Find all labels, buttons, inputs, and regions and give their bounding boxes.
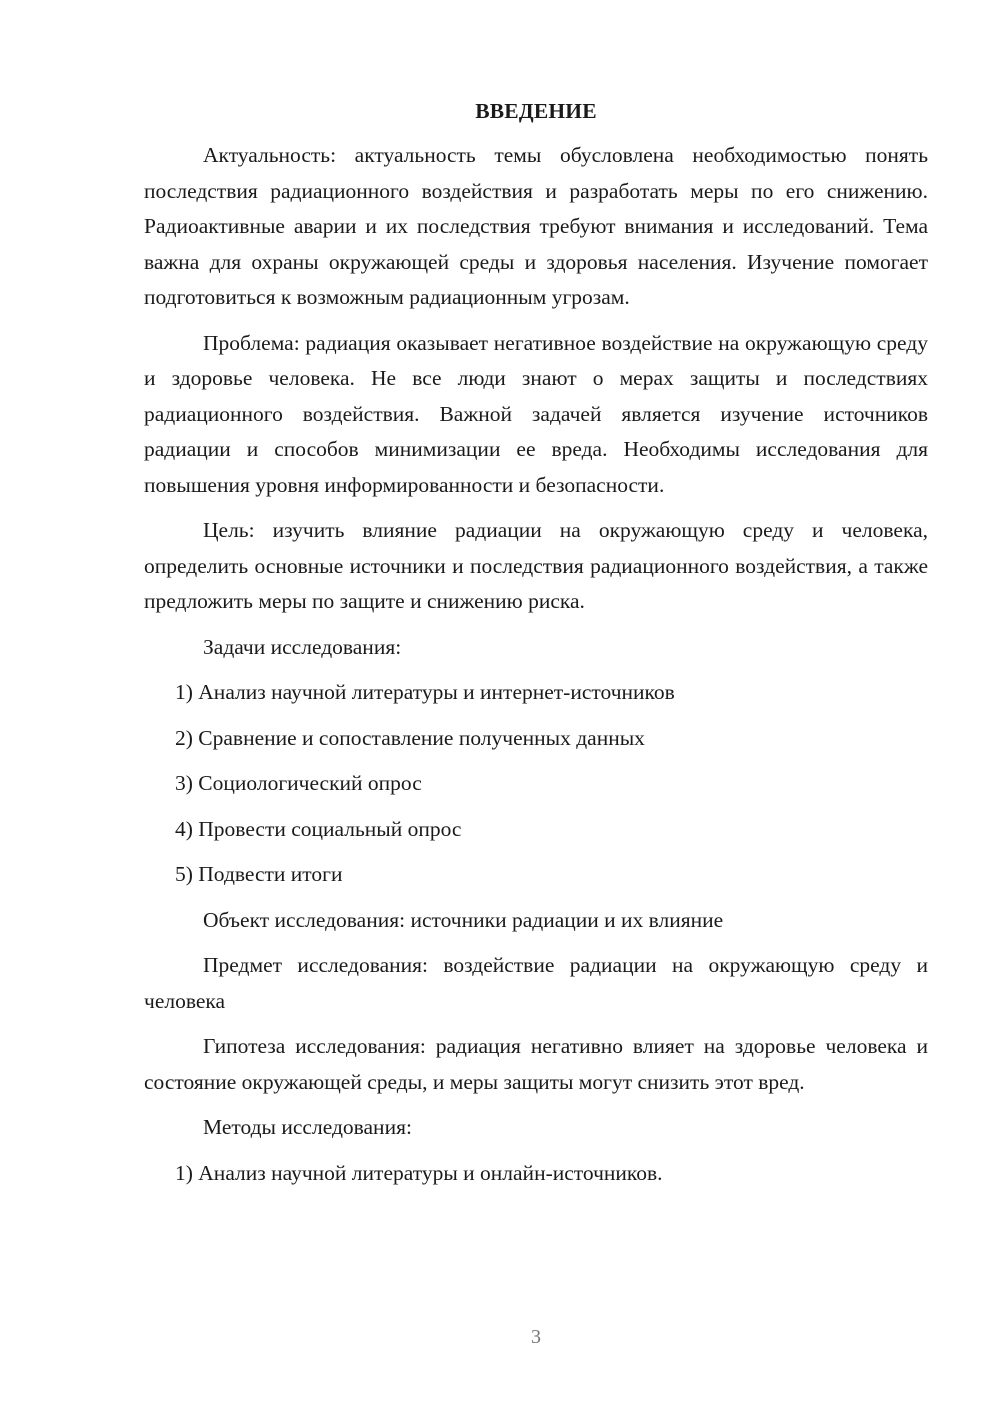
methods-heading: Методы исследования:: [203, 1115, 412, 1139]
section-title: ВВЕДЕНИЕ: [475, 99, 597, 123]
task-item-3: 3) Социологический опрос: [175, 771, 422, 795]
subject-paragraph: Предмет исследования: воздействие радиации на окружающую среду и человека: [144, 953, 928, 1013]
task-item-2: 2) Сравнение и сопоставление полученных данных: [175, 725, 645, 750]
task-item-1: 1) Анализ научной литературы и интернет-источников: [175, 680, 675, 704]
goal-paragraph: Цель: изучить влияние радиации на окружающую среду и человека, определить основные источники и последствия радиационного воздействия, а также предложить меры по защите и снижению риска.: [144, 518, 928, 613]
method-item-1: 1) Анализ научной литературы и онлайн-источников.: [175, 1160, 663, 1185]
problem-paragraph: Проблема: радиация оказывает негативное воздействие на окружающую среду и здоровье человека. Не все люди знают о мерах защиты и последствиях радиационного воздействия. Важной задачей является изучение источников радиации и способов минимизации ее вреда. Необходимы исследования для повышения уровня информированности и безопасности.: [144, 330, 928, 497]
task-item-4: 4) Провести социальный опрос: [175, 816, 462, 841]
tasks-heading: Задачи исследования:: [203, 634, 402, 659]
task-item-5: 5) Подвести итоги: [175, 862, 343, 886]
hypothesis-paragraph: Гипотеза исследования: радиация негативно влияет на здоровье человека и состояние окружающей среды, и меры защиты могут снизить этот вред.: [144, 1034, 928, 1094]
page-number: 3: [531, 1326, 541, 1348]
relevance-paragraph: Актуальность: актуальность темы обусловлена необходимостью понять последствия радиационного воздействия и разработать меры по его снижению. Радиоактивные аварии и их последствия требуют внимания и исследований. Тема важна для охраны окружающей среды и здоровья населения. Изучение помогает подготовиться к возможным радиационным угрозам.: [144, 143, 928, 309]
page-content: [144, 96, 928, 1201]
object-paragraph: Объект исследования: источники радиации и их влияние: [203, 907, 724, 932]
